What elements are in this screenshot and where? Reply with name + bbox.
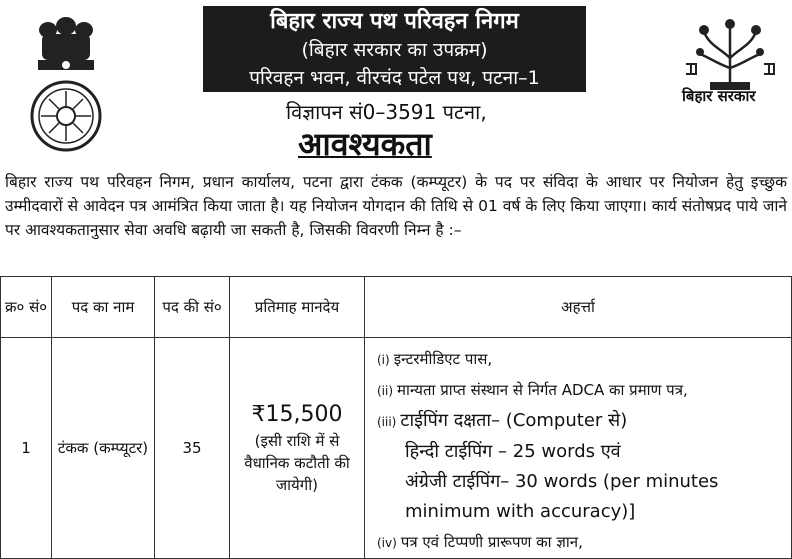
org-address: परिवहन भवन, वीरचंद पटेल पथ, पटना–1 — [249, 67, 540, 89]
org-subtitle: (बिहार सरकार का उपक्रम) — [301, 39, 488, 61]
qualification-text: पत्र एवं टिप्पणी प्रारूपण का ज्ञान, — [400, 533, 583, 551]
qualification-number: (ii) — [377, 384, 394, 398]
table-header-row — [1, 277, 792, 338]
table-row — [1, 338, 792, 559]
cell-sn: 1 — [1, 338, 52, 559]
header-banner — [203, 6, 586, 92]
header-sn: क्र० सं० — [1, 277, 52, 338]
page-title: आवश्यकता — [298, 125, 432, 163]
qualification-text: टाईपिंग दक्षता– (Computer से) — [400, 410, 628, 431]
cell-monthly-pay — [230, 338, 365, 559]
bihar-sarkar-label: बिहार सरकार — [682, 87, 756, 105]
qualification-item — [377, 527, 791, 558]
qualification-number: (i) — [377, 353, 390, 367]
qualification-subitem-hindi: हिन्दी टाईपिंग – 25 words एवं — [405, 441, 621, 462]
header-monthly-pay: प्रतिमाह मानदेय — [230, 277, 365, 338]
qualification-text: इन्टरमीडिएट पास, — [393, 350, 493, 368]
qualification-text: मान्यता प्राप्त संस्थान से निर्गत ADCA का प्रमाण पत्र, — [397, 381, 688, 399]
qualification-number: (iii) — [377, 415, 397, 429]
posts-table — [0, 276, 792, 559]
cell-qualifications — [365, 338, 792, 559]
advertisement-number: विज्ञापन सं0–3591 पटना, — [286, 100, 487, 124]
salary-note: (इसी राशि में से वैधानिक कटौती की जायेगी) — [244, 432, 350, 494]
cell-post-name: टंकक (कम्प्यूटर) — [52, 338, 155, 559]
cell-post-count: 35 — [155, 338, 230, 559]
salary-amount: ₹15,500 — [251, 402, 343, 427]
intro-paragraph: बिहार राज्य पथ परिवहन निगम, प्रधान कार्यालय, पटना द्वारा टंकक (कम्प्यूटर) के पद पर संविदा के आधार पर नियोजन हेतु इच्छुक उम्मीदवारों से आवेदन पत्र आमंत्रित किया जाता है। यह नियोजन योगदान की तिथि से 01 वर्ष के लिए किया जाएगा। कार्य संतोषप्रद पाये जाने पर आवश्यकतानुसार सेवा अवधि बढ़ायी जा सकती है, जिसकी विवरणी निम्न है :– — [5, 173, 787, 239]
national-emblem-icon — [18, 6, 114, 156]
header-qualification: अहर्त्ता — [365, 277, 792, 338]
header-post-name: पद का नाम — [52, 277, 155, 338]
qualification-subitem-english: अंग्रेजी टाईपिंग– 30 words (per minutes — [405, 471, 719, 492]
qualification-item — [377, 406, 791, 437]
qualification-number: (iv) — [377, 536, 397, 550]
org-name: बिहार राज्य पथ परिवहन निगम — [270, 9, 519, 34]
header-post-count: पद की सं० — [155, 277, 230, 338]
qualification-item — [377, 375, 791, 406]
qualification-subitem-english-cont: minimum with accuracy)] — [405, 501, 636, 522]
qualification-item — [377, 344, 791, 375]
